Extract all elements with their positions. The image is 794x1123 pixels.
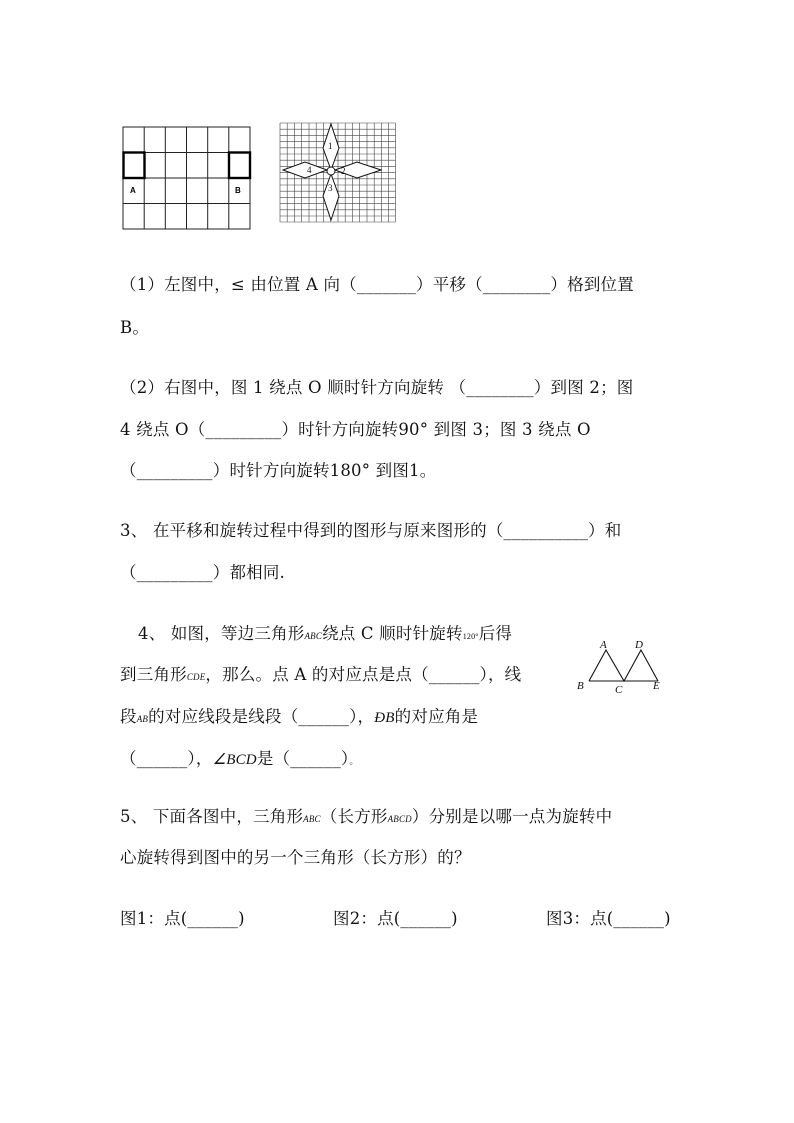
q4-text-2b: ，那么。点 A 的对应点是点（______），线 bbox=[205, 665, 522, 684]
q4-text-4a: （______）， bbox=[120, 749, 213, 768]
answer-fig-3: 图3：点(______) bbox=[546, 909, 671, 928]
tri-label-b: B bbox=[577, 680, 584, 692]
q4-sym-angle: 120° bbox=[462, 632, 479, 641]
petal-label-2: 2 bbox=[341, 166, 346, 176]
q4-text-1a: 4、 如图，等边三角形 bbox=[138, 624, 305, 643]
q4-sym-abc: ABC bbox=[304, 631, 323, 641]
q4-sym-cde: CDE bbox=[186, 672, 206, 682]
tri-label-e: E bbox=[653, 680, 660, 692]
petal-label-1: 1 bbox=[328, 141, 333, 151]
q4-text-3a: 段 bbox=[120, 707, 137, 726]
q4-line-3 bbox=[120, 703, 478, 727]
q4-line-2 bbox=[120, 661, 521, 685]
q4-text-2a: 到三角形 bbox=[120, 665, 187, 684]
q5-sym-abcd: ABCD bbox=[387, 814, 412, 824]
q4-line-4 bbox=[120, 745, 359, 769]
square-shape-a bbox=[124, 153, 145, 179]
q2-line-1: （2）右图中，图 1 绕点 O 顺时针方向旋转 （________）到图 2；图 bbox=[120, 378, 634, 397]
petal-shape-3 bbox=[323, 174, 339, 220]
rotation-grid-figure bbox=[279, 122, 397, 224]
q5-line-2: 心旋转得到图中的另一个三角形（长方形）的？ bbox=[120, 848, 471, 867]
q1-line-1: （1）左图中，≤ 由位置 A 向（_______）平移（________）格到位置 bbox=[120, 275, 634, 294]
q4-text-4b: 是（______） bbox=[256, 749, 350, 768]
q4-text-4c: 。 bbox=[349, 757, 359, 767]
q1-line-2: B。 bbox=[120, 318, 150, 337]
center-point-o bbox=[327, 167, 335, 175]
q4-line-1 bbox=[138, 620, 512, 644]
answer-fig-2: 图2：点(______) bbox=[333, 909, 458, 928]
q2-line-2: 4 绕点 O（_________）时针方向旋转90° 到图 3；图 3 绕点 O bbox=[120, 420, 591, 439]
petal-label-4: 4 bbox=[307, 165, 312, 175]
q4-sym-bcd: ∠BCD bbox=[212, 752, 257, 768]
q5-text-1c: ）分别是以哪一点为旋转中 bbox=[411, 807, 613, 826]
q3-line-1: 3、 在平移和旋转过程中得到的图形与原来图形的（__________）和 bbox=[120, 521, 622, 540]
q4-text-3c: 的对应角是 bbox=[394, 707, 479, 726]
square-shape-b bbox=[229, 153, 250, 179]
q4-sym-angle-b: ÐB bbox=[374, 710, 395, 726]
equilateral-triangles-figure bbox=[574, 636, 666, 694]
q5-text-1b: （长方形 bbox=[320, 807, 388, 826]
tri-label-a: A bbox=[600, 639, 607, 651]
q2-line-3: （_________）时针方向旋转180° 到图1。 bbox=[120, 461, 437, 480]
q5-line-1 bbox=[120, 803, 612, 827]
answer-fig-1: 图1：点(______) bbox=[120, 909, 245, 928]
q4-text-3b: 的对应线段是线段（______）， bbox=[148, 707, 375, 726]
grid-label-b: B bbox=[235, 186, 241, 195]
q4-text-1b: 绕点 C 顺时针旋转 bbox=[322, 624, 463, 643]
translation-grid-figure bbox=[122, 126, 252, 230]
q5-sym-abc: ABC bbox=[303, 814, 321, 824]
tri-label-c: C bbox=[615, 684, 623, 694]
q5-text-1a: 5、 下面各图中，三角形 bbox=[120, 807, 304, 826]
petal-label-3: 3 bbox=[328, 183, 333, 193]
tri-label-d: D bbox=[635, 639, 643, 651]
q4-text-1c: 后得 bbox=[478, 624, 513, 643]
petal-shape-4 bbox=[283, 162, 327, 178]
q3-line-2: （_________）都相同. bbox=[120, 563, 285, 582]
q4-sym-ab: AB bbox=[136, 714, 149, 724]
grid-label-a: A bbox=[130, 186, 136, 195]
